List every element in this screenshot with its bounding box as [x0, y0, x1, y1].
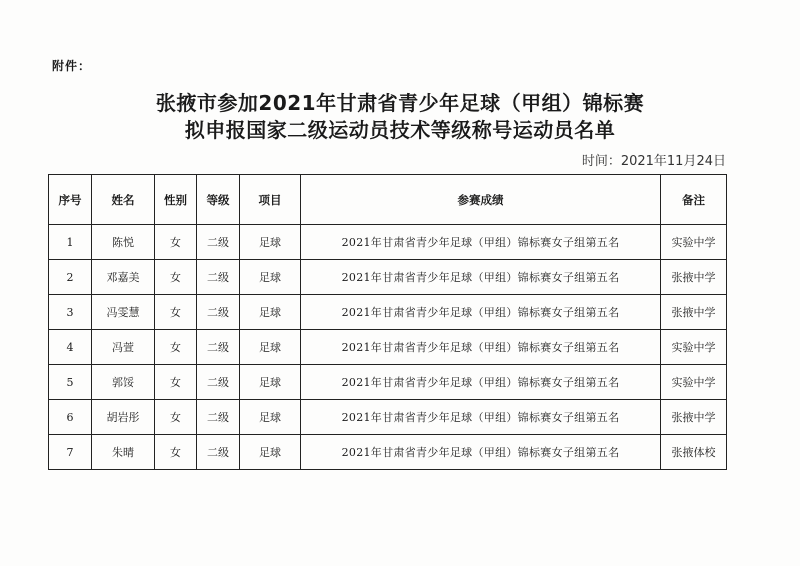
- cell-name: 冯萱: [92, 330, 155, 365]
- cell-gender: 女: [155, 330, 197, 365]
- cell-level: 二级: [197, 365, 240, 400]
- cell-index: 1: [49, 225, 92, 260]
- table-row: [49, 295, 727, 330]
- document-title-line-2: 拟申报国家二级运动员技术等级称号运动员名单: [184, 118, 616, 142]
- header-name: 姓名: [92, 175, 155, 225]
- cell-remarks: 实验中学: [661, 330, 727, 365]
- header-gender: 性别: [155, 175, 197, 225]
- cell-level: 二级: [197, 400, 240, 435]
- cell-level: 二级: [197, 435, 240, 470]
- table-row: [49, 225, 727, 260]
- cell-remarks: 实验中学: [661, 225, 727, 260]
- table-row: [49, 400, 727, 435]
- cell-sport: 足球: [240, 400, 301, 435]
- cell-sport: 足球: [240, 330, 301, 365]
- cell-result: 2021年甘肃省青少年足球（甲组）锦标赛女子组第五名: [301, 365, 661, 400]
- cell-index: 5: [49, 365, 92, 400]
- cell-sport: 足球: [240, 260, 301, 295]
- cell-sport: 足球: [240, 365, 301, 400]
- cell-index: 3: [49, 295, 92, 330]
- cell-result: 2021年甘肃省青少年足球（甲组）锦标赛女子组第五名: [301, 330, 661, 365]
- cell-gender: 女: [155, 400, 197, 435]
- cell-remarks: 张掖中学: [661, 295, 727, 330]
- cell-result: 2021年甘肃省青少年足球（甲组）锦标赛女子组第五名: [301, 260, 661, 295]
- table-row: [49, 365, 727, 400]
- cell-name: 朱晴: [92, 435, 155, 470]
- cell-level: 二级: [197, 295, 240, 330]
- cell-index: 2: [49, 260, 92, 295]
- cell-remarks: 张掖中学: [661, 400, 727, 435]
- cell-sport: 足球: [240, 225, 301, 260]
- cell-gender: 女: [155, 295, 197, 330]
- cell-remarks: 张掖体校: [661, 435, 727, 470]
- cell-level: 二级: [197, 260, 240, 295]
- cell-name: 陈悦: [92, 225, 155, 260]
- document-title-line-1: 张掖市参加2021年甘肃省青少年足球（甲组）锦标赛: [155, 91, 645, 115]
- cell-level: 二级: [197, 225, 240, 260]
- cell-gender: 女: [155, 225, 197, 260]
- cell-result: 2021年甘肃省青少年足球（甲组）锦标赛女子组第五名: [301, 435, 661, 470]
- athlete-roster-table: [48, 174, 727, 470]
- cell-result: 2021年甘肃省青少年足球（甲组）锦标赛女子组第五名: [301, 225, 661, 260]
- header-index: 序号: [49, 175, 92, 225]
- cell-sport: 足球: [240, 295, 301, 330]
- cell-gender: 女: [155, 435, 197, 470]
- cell-name: 邓嘉美: [92, 260, 155, 295]
- cell-index: 7: [49, 435, 92, 470]
- cell-index: 4: [49, 330, 92, 365]
- cell-remarks: 张掖中学: [661, 260, 727, 295]
- header-level: 等级: [197, 175, 240, 225]
- cell-result: 2021年甘肃省青少年足球（甲组）锦标赛女子组第五名: [301, 295, 661, 330]
- table-row: [49, 260, 727, 295]
- attachment-label: 附件：: [52, 59, 92, 73]
- cell-name: 冯雯慧: [92, 295, 155, 330]
- cell-index: 6: [49, 400, 92, 435]
- table-row: [49, 330, 727, 365]
- cell-result: 2021年甘肃省青少年足球（甲组）锦标赛女子组第五名: [301, 400, 661, 435]
- cell-gender: 女: [155, 365, 197, 400]
- header-result: 参赛成绩: [301, 175, 661, 225]
- table-row: [49, 435, 727, 470]
- header-remarks: 备注: [661, 175, 727, 225]
- table-header-row: [49, 175, 727, 225]
- cell-remarks: 实验中学: [661, 365, 727, 400]
- cell-name: 郭馁: [92, 365, 155, 400]
- header-sport: 项目: [240, 175, 301, 225]
- cell-gender: 女: [155, 260, 197, 295]
- document-date: 时间：2021年11月24日: [581, 154, 726, 169]
- cell-sport: 足球: [240, 435, 301, 470]
- cell-name: 胡岩彤: [92, 400, 155, 435]
- cell-level: 二级: [197, 330, 240, 365]
